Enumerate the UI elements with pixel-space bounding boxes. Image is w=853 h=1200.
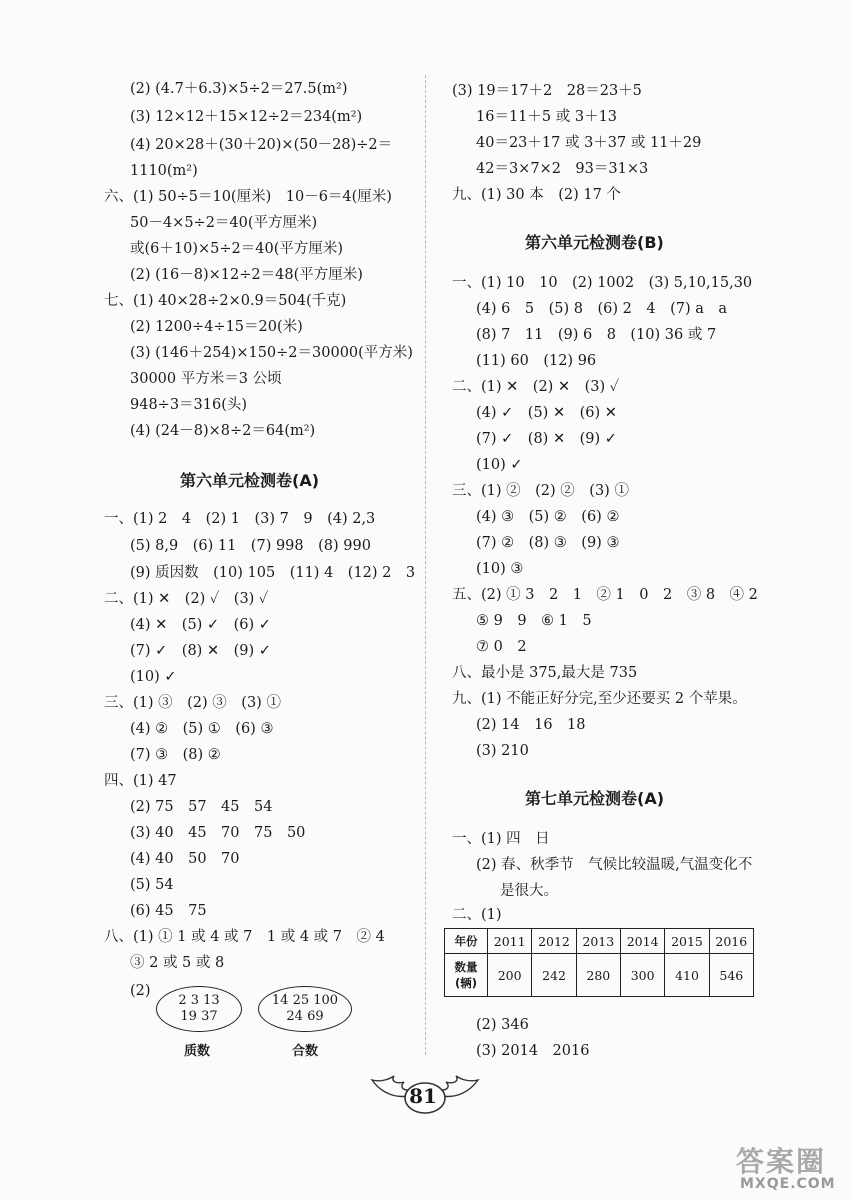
answer-line: (4) ② (5) ① (6) ③ <box>130 721 274 737</box>
answer-line: (2) 346 <box>476 1017 529 1033</box>
prime-set-row: 19 37 <box>180 1009 218 1024</box>
table-cell: 300 <box>620 954 664 997</box>
answer-line: (10) ③ <box>476 561 524 577</box>
table-cell: 546 <box>709 954 753 997</box>
answer-line: 948÷3＝316(头) <box>130 397 248 413</box>
table-row <box>445 954 754 997</box>
table-cell: 2015 <box>665 929 709 954</box>
composite-set-row: 14 25 100 <box>271 993 339 1008</box>
answer-line: (4) ✓ (5) ✕ (6) ✕ <box>476 405 617 421</box>
answer-line: (2) 14 16 18 <box>476 717 586 733</box>
section-heading: 第六单元检测卷(A) <box>180 471 320 490</box>
answer-line: ⑤ 9 9 ⑥ 1 5 <box>476 613 592 629</box>
answer-line: 或(6＋10)×5÷2＝40(平方厘米) <box>130 241 344 257</box>
answer-line: 一、(1) 10 10 (2) 1002 (3) 5,10,15,30 <box>452 275 753 291</box>
answer-line: 1110(m²) <box>130 163 198 179</box>
answer-line: (4) ✕ (5) ✓ (6) ✓ <box>130 617 271 633</box>
answer-line: (4) 20×28＋(30＋20)×(50－28)÷2＝ <box>130 137 393 153</box>
vehicle-count-table <box>444 928 754 997</box>
watermark-logo <box>690 1140 850 1198</box>
table-cell: 2016 <box>709 929 753 954</box>
answer-line: 是很大。 <box>500 883 558 899</box>
answer-line: 二、(1) ✕ (2) ✓ (3) ✓ <box>104 591 269 607</box>
answer-line: 30000 平方米＝3 公顷 <box>130 371 282 387</box>
watermark-url: MXQE.COM <box>740 1176 836 1192</box>
answer-line: (4) 40 50 70 <box>130 851 240 867</box>
answer-line: ③ 2 或 5 或 8 <box>130 955 225 971</box>
answer-line: 一、(1) 四 日 <box>452 831 550 847</box>
answer-line: (5) 8,9 (6) 11 (7) 998 (8) 990 <box>130 538 371 554</box>
answer-line: (4) (24－8)×8÷2＝64(m²) <box>130 423 316 439</box>
answer-line: (3) 210 <box>476 743 529 759</box>
prime-label: 质数 <box>184 1044 211 1059</box>
answer-line: (3) 12×12＋15×12÷2＝234(m²) <box>130 109 363 125</box>
answer-line: ⑦ 0 2 <box>476 639 527 655</box>
answer-line: (2) (16－8)×12÷2＝48(平方厘米) <box>130 267 363 283</box>
column-divider <box>425 75 426 1055</box>
answer-line: 四、(1) 47 <box>104 773 177 789</box>
composite-label: 合数 <box>292 1044 319 1059</box>
table-row <box>445 929 754 954</box>
answer-line: 42＝3×7×2 93＝31×3 <box>476 161 649 177</box>
answer-line: (3) (146＋254)×150÷2＝30000(平方米) <box>130 345 413 361</box>
answer-line: 40＝23＋17 或 3＋37 或 11＋29 <box>476 135 702 151</box>
answer-line: (6) 45 75 <box>130 903 207 919</box>
answer-line: (2) <box>130 983 151 999</box>
prime-number-set <box>156 986 242 1032</box>
answer-line: 三、(1) ③ (2) ③ (3) ① <box>104 695 281 711</box>
watermark-text: 答案圈 <box>736 1145 827 1178</box>
composite-set-row: 24 69 <box>286 1009 324 1024</box>
section-heading: 第六单元检测卷(B) <box>525 233 664 252</box>
answer-line: (9) 质因数 (10) 105 (11) 4 (12) 2 3 <box>130 565 416 581</box>
table-cell: 2011 <box>488 929 532 954</box>
table-header-line: 数量 <box>454 960 478 974</box>
answer-line: (2) 75 57 45 54 <box>130 799 273 815</box>
answer-line: 16＝11＋5 或 3＋13 <box>476 109 618 125</box>
answer-line: 一、(1) 2 4 (2) 1 (3) 7 9 (4) 2,3 <box>104 511 376 527</box>
answer-line: (2) 春、秋季节 气候比较温暖,气温变化不 <box>476 857 753 873</box>
answer-line: 九、(1) 不能正好分完,至少还要买 2 个苹果。 <box>452 691 747 707</box>
answer-line: (10) ✓ <box>476 457 523 473</box>
answer-line: 二、(1) <box>452 907 502 923</box>
table-header-line: (辆) <box>454 976 477 990</box>
answer-line: 七、(1) 40×28÷2×0.9＝504(千克) <box>104 293 347 309</box>
answer-line: 六、(1) 50÷5＝10(厘米) 10－6＝4(厘米) <box>104 189 392 205</box>
table-cell: 280 <box>576 954 620 997</box>
answer-line: (2) (4.7＋6.3)×5÷2＝27.5(m²) <box>130 81 348 97</box>
answer-line: (3) 2014 2016 <box>476 1043 590 1059</box>
answer-line: (10) ✓ <box>130 669 177 685</box>
answer-line: 五、(2) ① 3 2 1 ② 1 0 2 ③ 8 ④ 2 <box>452 587 758 603</box>
answer-line: 八、最小是 375,最大是 735 <box>452 665 638 681</box>
answer-line: (3) 19＝17＋2 28＝23＋5 <box>452 83 642 99</box>
composite-number-set <box>258 986 352 1032</box>
answer-line: (3) 40 45 70 75 50 <box>130 825 306 841</box>
answer-line: 三、(1) ② (2) ② (3) ① <box>452 483 629 499</box>
answer-line: (7) ✓ (8) ✕ (9) ✓ <box>476 431 617 447</box>
answer-line: (4) 6 5 (5) 8 (6) 2 4 (7) a a <box>476 301 728 317</box>
answer-line: (4) ③ (5) ② (6) ② <box>476 509 620 525</box>
answer-line: (7) ✓ (8) ✕ (9) ✓ <box>130 643 271 659</box>
table-cell: 410 <box>665 954 709 997</box>
table-header-cell <box>445 954 488 997</box>
answer-line: 八、(1) ① 1 或 4 或 7 1 或 4 或 7 ② 4 <box>104 929 385 945</box>
answer-line: (7) ③ (8) ② <box>130 747 221 763</box>
table-header-cell: 年份 <box>445 929 488 954</box>
table-cell: 200 <box>488 954 532 997</box>
table-cell: 2013 <box>576 929 620 954</box>
answer-line: (11) 60 (12) 96 <box>476 353 597 369</box>
table-cell: 2012 <box>532 929 576 954</box>
answer-line: (7) ② (8) ③ (9) ③ <box>476 535 620 551</box>
table-cell: 2014 <box>620 929 664 954</box>
answer-line: (5) 54 <box>130 877 174 893</box>
table-cell: 242 <box>532 954 576 997</box>
prime-set-row: 2 3 13 <box>178 993 220 1008</box>
answer-line: (8) 7 11 (9) 6 8 (10) 36 或 7 <box>476 327 717 343</box>
page-number: 81 <box>409 1084 437 1108</box>
answer-line: 二、(1) ✕ (2) ✕ (3) ✓ <box>452 379 620 395</box>
section-heading: 第七单元检测卷(A) <box>525 789 665 808</box>
answer-line: 50－4×5÷2＝40(平方厘米) <box>130 215 318 231</box>
answer-line: 九、(1) 30 本 (2) 17 个 <box>452 187 621 203</box>
answer-line: (2) 1200÷4÷15＝20(米) <box>130 319 303 335</box>
